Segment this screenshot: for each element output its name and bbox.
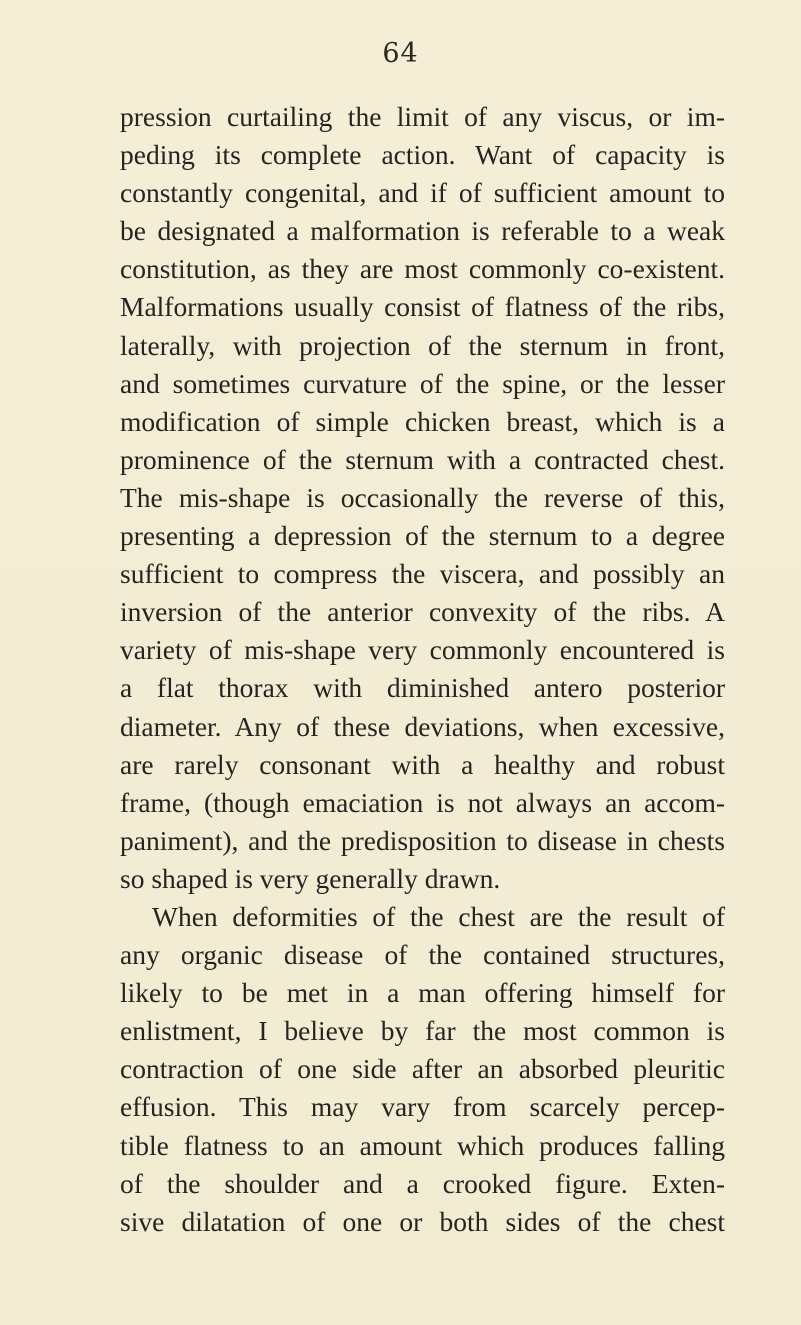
- text-line: constantly congenital, and if of sufficient amount to: [120, 177, 725, 209]
- page-number: 64: [382, 38, 419, 69]
- text-line: sufficient to compress the viscera, and possibly an: [120, 558, 725, 590]
- body-text: [120, 98, 725, 1241]
- text-line: modification of simple chicken breast, which is a: [120, 405, 725, 437]
- text-line: pression curtailing the limit of any viscus, or im-: [120, 101, 725, 132]
- text-line: any organic disease of the contained structures,: [120, 939, 725, 971]
- text-line: a flat thorax with diminished antero posterior: [120, 672, 725, 704]
- text-line: contraction of one side after an absorbed pleuritic: [120, 1053, 725, 1085]
- text-line: constitution, as they are most commonly co-existent.: [120, 253, 725, 285]
- text-line: effusion. This may vary from scarcely percep-: [120, 1091, 725, 1123]
- text-line: Malformations usually consist of flatness of the ribs,: [120, 291, 725, 323]
- text-line: be designated a malformation is referable to a weak: [120, 215, 725, 247]
- text-line: inversion of the anterior convexity of the ribs. A: [120, 596, 725, 628]
- text-line: diameter. Any of these deviations, when excessive,: [120, 710, 725, 742]
- text-line: of the shoulder and a crooked figure. Exten-: [120, 1167, 725, 1199]
- text-line: presenting a depression of the sternum to a degree: [120, 520, 725, 552]
- text-line: tible flatness to an amount which produces falling: [120, 1129, 725, 1161]
- text-line: paniment), and the predisposition to disease in chests: [120, 824, 725, 856]
- text-line: prominence of the sternum with a contracted chest.: [120, 443, 725, 475]
- text-line: frame, (though emaciation is not always an accom-: [120, 786, 725, 818]
- text-line: laterally, with projection of the sternum in front,: [120, 329, 725, 361]
- text-line: When deformities of the chest are the result of: [152, 900, 725, 932]
- text-line: peding its complete action. Want of capacity is: [120, 139, 725, 171]
- text-line: so shaped is very generally drawn.: [120, 862, 501, 894]
- text-line: and sometimes curvature of the spine, or the lesser: [120, 367, 725, 399]
- text-line: sive dilatation of one or both sides of the chest: [120, 1205, 725, 1237]
- text-line: enlistment, I believe by far the most common is: [120, 1015, 725, 1047]
- text-line: likely to be met in a man offering himself for: [120, 977, 725, 1009]
- text-line: The mis-shape is occasionally the reverse of this,: [120, 481, 725, 513]
- text-line: are rarely consonant with a healthy and robust: [120, 748, 725, 780]
- text-line: variety of mis-shape very commonly encountered is: [120, 634, 725, 666]
